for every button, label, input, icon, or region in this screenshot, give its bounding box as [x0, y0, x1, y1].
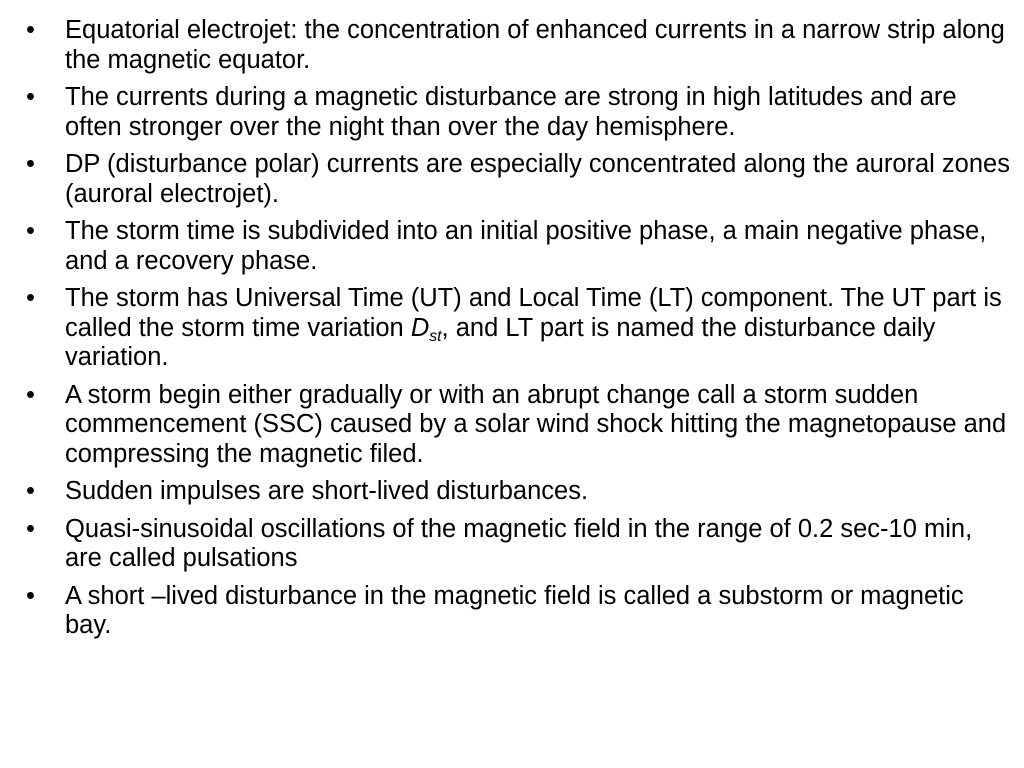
bullet-list	[26, 16, 1011, 649]
bullet-text: The currents during a magnetic disturbance are strong in high latitudes and are often stronger over the night than over the day hemisphere.	[65, 83, 957, 141]
bullet-item-storm-sudden-commencement	[26, 381, 1011, 470]
bullet-marker: •	[26, 284, 35, 312]
bullet-item-sudden-impulses	[26, 477, 1011, 507]
bullet-marker: •	[26, 581, 35, 610]
bullet-text-start: The storm has Universal Time (UT) and Local Time (LT) component. The UT part is called the storm time variation	[65, 284, 1002, 342]
bullet-text: A storm begin either gradually or with an abrupt change call a storm sudden commencement (SSC) caused by a solar wind shock hitting the magnetopause and compressing the magnetic filed.	[65, 380, 1007, 468]
bullet-item-ut-lt-components	[26, 284, 1011, 373]
bullet-marker: •	[26, 16, 35, 44]
bullet-text: Equatorial electrojet: the concentration of enhanced currents in a narrow strip along the magnetic equator.	[65, 16, 1005, 74]
bullet-item-substorm	[26, 582, 1011, 641]
bullet-text: Sudden impulses are short-lived disturbances.	[65, 477, 589, 505]
bullet-marker: •	[26, 217, 35, 245]
bullet-text: The storm time is subdivided into an initial positive phase, a main negative phase, and a recovery phase.	[65, 217, 987, 275]
bullet-text: DP (disturbance polar) currents are especially concentrated along the auroral zones (auroral electrojet).	[65, 150, 1010, 208]
bullet-item-equatorial-electrojet	[26, 16, 1011, 75]
bullet-marker: •	[26, 477, 35, 505]
bullet-text: A short –lived disturbance in the magnetic field is called a substorm or magnetic bay.	[65, 581, 964, 639]
bullet-marker: •	[26, 514, 35, 543]
bullet-marker: •	[26, 150, 35, 178]
dst-subscript: st	[429, 327, 442, 345]
bullet-text-end: , and LT part is named the disturbance daily variation.	[65, 313, 936, 371]
bullet-marker: •	[26, 380, 35, 409]
bullet-item-disturbance-currents	[26, 83, 1011, 142]
bullet-item-pulsations	[26, 515, 1011, 574]
dst-symbol: D	[410, 313, 430, 342]
bullet-item-storm-phases	[26, 217, 1011, 276]
bullet-text: Quasi-sinusoidal oscillations of the magnetic field in the range of 0.2 sec-10 min, are called pulsations	[65, 514, 973, 572]
bullet-item-dp-currents	[26, 150, 1011, 209]
bullet-marker: •	[26, 83, 35, 111]
